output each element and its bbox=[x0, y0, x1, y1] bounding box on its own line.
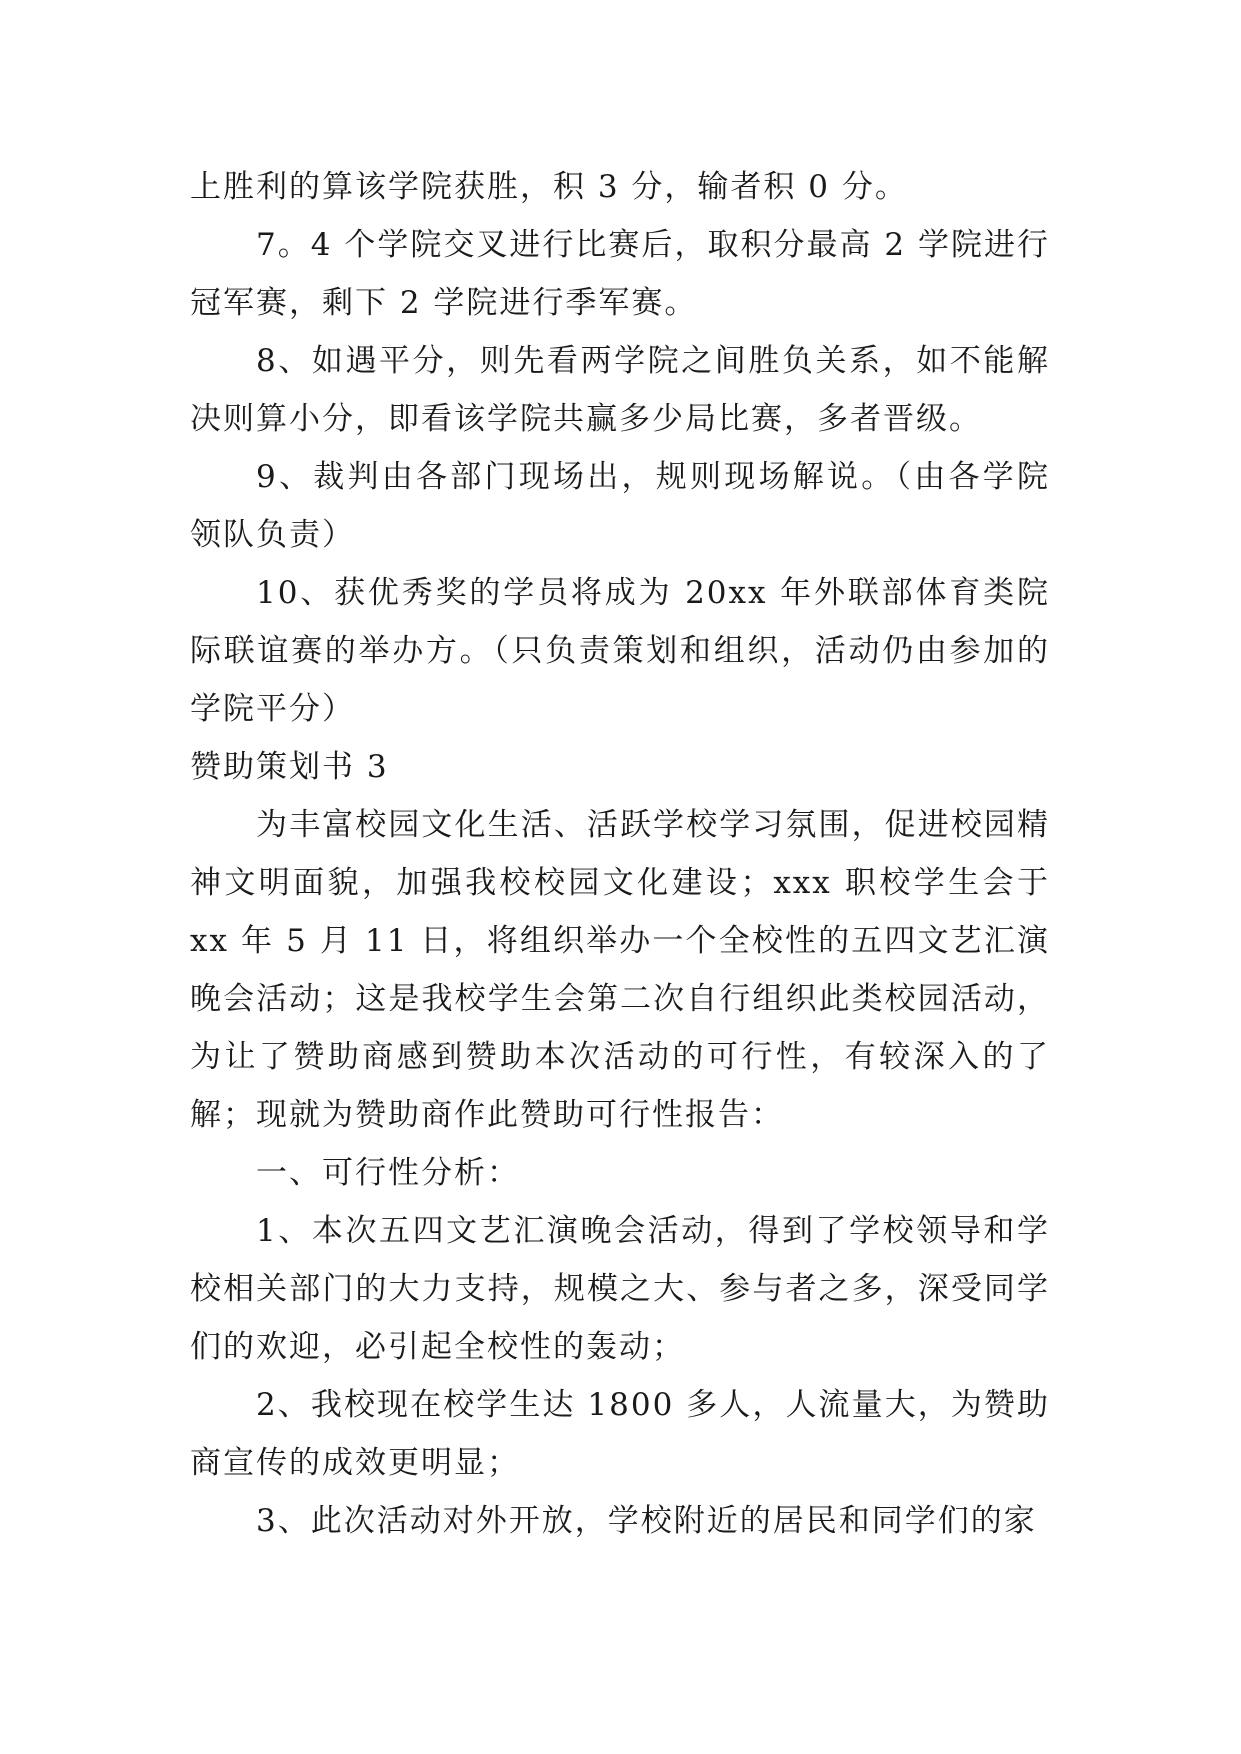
paragraph-intro: 为丰富校园文化生活、活跃学校学习氛围，促进校园精神文明面貌，加强我校校园文化建设；xxx 职校学生会于 xx 年 5 月 11 日，将组织举办一个全校性的五四文艺汇演晚会活动；这是我校学生会第二次自行组织此类校园活动，为让了赞助商感到赞助本次活动的可行性，有较深入的了解；现就为赞助商作此赞助可行性报告： bbox=[190, 807, 1050, 1133]
paragraph-rule-8: 8、如遇平分，则先看两学院之间胜负关系，如不能解决则算小分，即看该学院共赢多少局比赛，多者晋级。 bbox=[190, 343, 1050, 437]
paragraph-rule-9: 9、裁判由各部门现场出，规则现场解说。（由各学院领队负责） bbox=[190, 459, 1050, 553]
paragraph-point-2: 2、我校现在校学生达 1800 多人，人流量大，为赞助商宣传的成效更明显； bbox=[190, 1387, 1050, 1481]
paragraph-point-3: 3、此次活动对外开放，学校附近的居民和同学们的家 bbox=[256, 1503, 1037, 1539]
paragraph-point-1: 1、本次五四文艺汇演晚会活动，得到了学校领导和学校相关部门的大力支持，规模之大、参与者之多，深受同学们的欢迎，必引起全校性的轰动； bbox=[190, 1213, 1050, 1365]
paragraph-rule-10: 10、获优秀奖的学员将成为 20xx 年外联部体育类院际联谊赛的举办方。（只负责策划和组织，活动仍由参加的学院平分） bbox=[190, 575, 1050, 727]
section-heading: 赞助策划书 3 bbox=[190, 749, 389, 785]
document-body bbox=[190, 158, 1050, 1550]
paragraph-feasibility-title: 一、可行性分析： bbox=[256, 1155, 520, 1191]
paragraph-continuation: 上胜利的算该学院获胜，积 3 分，输者积 0 分。 bbox=[190, 169, 908, 205]
paragraph-rule-7: 7。4 个学院交叉进行比赛后，取积分最高 2 学院进行冠军赛，剩下 2 学院进行季军赛。 bbox=[190, 227, 1050, 321]
